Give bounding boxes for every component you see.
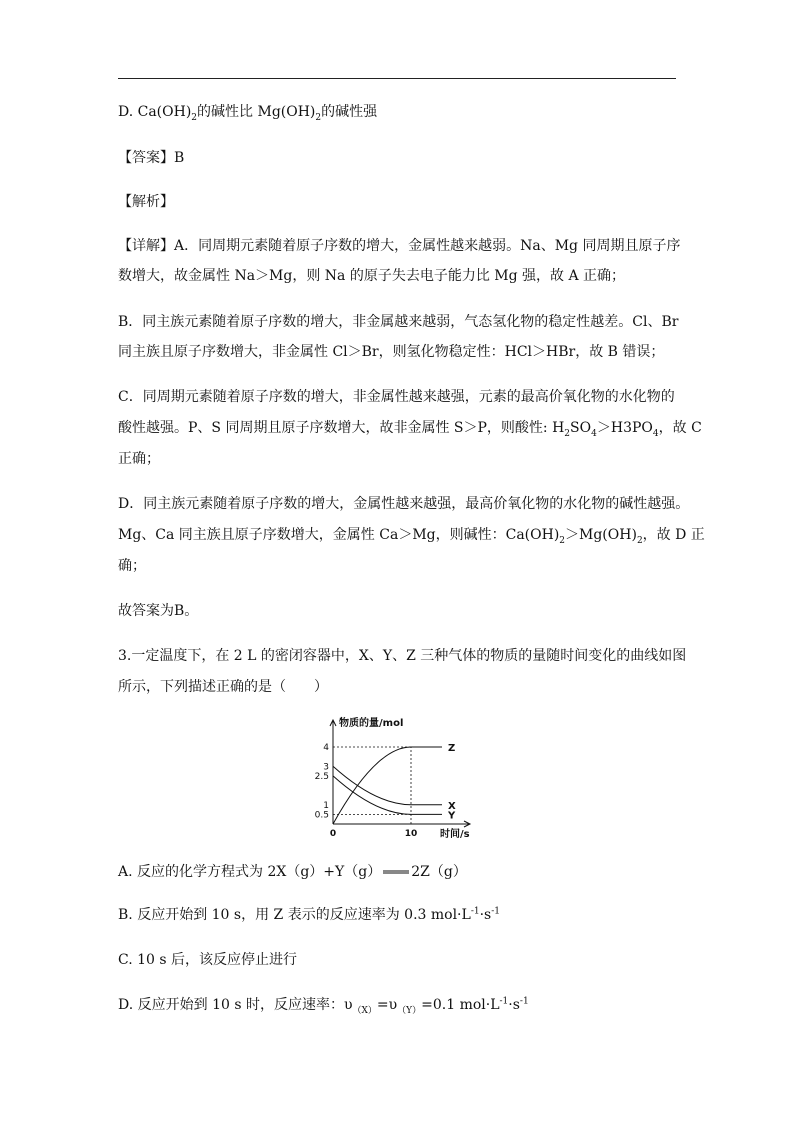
option-d-previous: D. $Ca(OH)_2$的碱性比 $Mg(OH)_2$的碱性强	[118, 104, 378, 123]
question-3-line2: 所示，下列描述正确的是（ ）	[118, 679, 328, 695]
series-z-label: Z	[448, 743, 456, 754]
explanation-c-line1: C．同周期元素随着原子序数的增大，非金属性越来越强，元素的最高价氧化物的水化物的	[118, 389, 675, 405]
explanation-c-line3: 正确；	[118, 451, 160, 467]
series-x-line	[333, 766, 442, 805]
header-rule	[118, 78, 676, 79]
explanation-d-line3: 确；	[118, 558, 146, 574]
amount-vs-time-chart	[300, 712, 490, 846]
conclusion-line: 故答案为B。	[118, 603, 199, 619]
x-tick-label: 0	[329, 829, 337, 839]
option-d[interactable]: D. 反应开始到 10 s 时，反应速率：$\upsilon_{(X)}=\upsilon_{(Y)}=0.1$ $mol\cdot L^{-1}\cdot s^{-1}$	[118, 996, 529, 1016]
y-tick-label: 1	[323, 800, 329, 811]
option-a[interactable]: A. 反应的化学方程式为 2X（g）+Y（g） 2Z（g）	[118, 864, 467, 880]
chart-labels	[315, 716, 470, 840]
explanation-d-line2: Mg、Ca 同主族且原子序数增大，金属性 Ca＞Mg，则碱性：$Ca(OH)_2>Mg(OH)_2$，故 D 正	[118, 527, 705, 546]
series-y-line	[333, 776, 442, 815]
option-c[interactable]: C. 10 s 后，该反应停止进行	[118, 952, 298, 968]
option-b[interactable]: B. 反应开始到 10 s，用 Z 表示的反应速率为 0.3 $mol\cdot L^{-1}\cdot s^{-1}$	[118, 906, 501, 923]
question-3-line1: 3.一定温度下，在 2 L 的密闭容器中，X、Y、Z 三种气体的物质的量随时间变化的曲线如图	[118, 648, 687, 664]
explanation-c-line2: 酸性越强。P、S 同周期且原子序数增大，故非金属性 S＞P，则酸性: $H_2SO_4>H3PO_4$，故 C	[118, 420, 702, 439]
series-z-line	[333, 747, 442, 824]
series-x-label: X	[448, 800, 456, 812]
x-axis-label: 时间/s	[440, 829, 470, 840]
analysis-heading: 【解析】	[118, 194, 174, 210]
answer-line: 【答案】B	[118, 150, 185, 166]
y-tick-label: 2.5	[314, 771, 329, 782]
y-tick-label: 4	[323, 743, 329, 753]
series-y-label: Y	[448, 810, 456, 822]
y-tick-label: 3	[323, 762, 329, 773]
explanation-b-line1: B．同主族元素随着原子序数的增大，非金属越来越弱，气态氢化物的稳定性越差。Cl、Br	[118, 314, 679, 330]
y-tick-label: 0.5	[314, 810, 329, 821]
equilibrium-arrow-icon	[383, 870, 409, 874]
explanation-d-line1: D．同主族元素随着原子序数的增大，金属性越来越强，最高价氧化物的水化物的碱性越强。	[118, 496, 690, 512]
x-tick-label: 10	[404, 829, 418, 839]
explanation-a-line2: 数增大，故金属性 Na＞Mg，则 Na 的原子失去电子能力比 Mg 强，故 A 正确；	[118, 268, 626, 284]
y-axis-label: 物质的量/mol	[339, 718, 404, 729]
chart-curves	[333, 747, 442, 824]
explanation-a-line1: 【详解】A．同周期元素随着原子序数的增大，金属性越来越弱。Na、Mg 同周期且原子序	[118, 238, 681, 254]
explanation-b-line2: 同主族且原子序数增大，非金属性 Cl＞Br，则氢化物稳定性：HCl＞HBr，故 B 错误；	[118, 344, 665, 360]
